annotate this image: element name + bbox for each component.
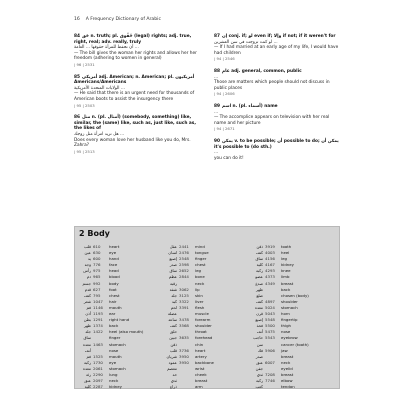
vocab-rank: 5906 xyxy=(265,347,275,353)
dictionary-entry xyxy=(214,139,340,161)
vocab-english: face xyxy=(109,262,118,268)
vocab-arabic: فك xyxy=(257,347,263,353)
vocab-arabic: قلب xyxy=(84,244,91,249)
vocab-rank: 4897 xyxy=(265,298,275,304)
vocab-english: flesh xyxy=(195,304,205,310)
vocab-english: neck xyxy=(109,378,119,384)
vocab-rank: 3568 xyxy=(179,323,189,329)
vocab-english: thigh xyxy=(281,323,292,329)
vocab-arabic: صدر xyxy=(255,353,263,359)
dictionary-entry xyxy=(74,115,200,154)
dictionary-entry xyxy=(214,69,340,97)
vocab-rank: 1525 xyxy=(93,353,103,359)
vocab-row xyxy=(79,384,165,390)
vocab-arabic: ثدي xyxy=(170,378,177,384)
vocab-rank: 2097 xyxy=(93,378,103,384)
vocab-arabic: ركبة xyxy=(84,359,91,365)
entry-number: 90 xyxy=(214,138,220,144)
vocab-english: cancer (tooth) xyxy=(281,341,309,347)
vocab-rank: 7746 xyxy=(265,378,275,384)
vocabulary-grid xyxy=(79,244,337,390)
vocab-rank: 3635 xyxy=(179,335,189,341)
vocab-arabic: حلق xyxy=(170,329,177,335)
box-title: 2 Body xyxy=(79,229,110,238)
entry-example: هل تريد امرأة مثل زوجك ... xyxy=(74,131,125,137)
vocab-rank: 2548 xyxy=(179,256,189,262)
entry-headword: عام adj. general, common, public xyxy=(221,68,302,74)
vocab-english: kidney xyxy=(109,384,122,390)
vocab-english: finger xyxy=(195,256,207,262)
entry-meta: | 96 | 2531 xyxy=(74,61,95,67)
vocab-arabic: سن xyxy=(256,341,263,347)
vocab-english: finger xyxy=(109,335,121,341)
vocab-arabic: عضو xyxy=(255,274,263,280)
vocab-english: chest xyxy=(195,262,206,268)
vocab-english: heart xyxy=(109,244,120,249)
vocab-english: stomach xyxy=(281,304,298,310)
vocab-english: heel (also mouth) xyxy=(109,329,144,335)
vocab-english: forearm xyxy=(195,317,211,323)
vocab-english: kidney xyxy=(281,262,294,268)
vocab-english: forehead xyxy=(195,335,213,341)
entry-headword: يمكن v. to be possible; أن possible to do; يمكن أن it's possible to (do sth.) xyxy=(214,138,339,150)
vocab-english: breast xyxy=(281,353,294,359)
vocab-english: breast xyxy=(281,280,294,286)
vocab-rank: 3736 xyxy=(179,347,189,353)
vocab-arabic: خد xyxy=(172,371,177,377)
vocab-english: bone xyxy=(195,274,205,280)
dictionary-entry xyxy=(74,34,200,68)
entries-right-column xyxy=(214,34,340,168)
vocab-english: eyelid xyxy=(281,365,293,371)
vocab-rank: 600 xyxy=(93,256,101,262)
vocab-arabic: قدم xyxy=(84,286,91,292)
entry-translation: — If I had married at an early age of my life, I would have had children xyxy=(214,45,339,56)
vocab-rank: 5543 xyxy=(265,335,275,341)
vocab-arabic: إصبع xyxy=(169,256,177,262)
vocab-rank: 5475 xyxy=(265,329,275,335)
vocab-english: heart xyxy=(195,347,206,353)
vocab-rank: 2652 xyxy=(179,268,189,274)
vocab-rank: 4373 xyxy=(265,274,275,280)
vocab-rank: 776 xyxy=(93,262,101,268)
vocab-english: elbow xyxy=(281,378,293,384)
vocab-english: blood xyxy=(109,274,120,280)
vocab-rank: 975 xyxy=(93,268,101,274)
entry-meta: | 94 | 2606 xyxy=(214,91,235,97)
entry-headword: حَق n. truth; pl. حُقُوق (legal) rights; adj. true, right, real; adv. really, truly xyxy=(74,34,192,45)
vocab-rank: 3391 xyxy=(179,304,189,310)
vocab-arabic: إصبع xyxy=(255,317,263,323)
vocab-english: head xyxy=(109,268,119,274)
vocab-rank: 1730 xyxy=(93,359,103,365)
vocab-english: tooth xyxy=(281,244,292,249)
vocab-arabic: ضلع xyxy=(256,292,263,298)
vocab-english: throat xyxy=(195,329,207,335)
vocab-english: lung xyxy=(109,371,118,377)
vocab-english: hand xyxy=(109,256,119,262)
vocab-arabic: ساق xyxy=(169,268,177,274)
vocab-rank: 4349 xyxy=(265,280,275,286)
vocab-rank: 3919 xyxy=(265,244,275,249)
vocab-arabic: جسم xyxy=(82,280,91,286)
entry-meta: | 95 | 2503 xyxy=(74,102,95,108)
vocab-rank: 965 xyxy=(93,274,101,280)
vocab-english: foot xyxy=(109,286,117,292)
vocab-arabic: قرن xyxy=(256,311,263,317)
vocab-rank: 2441 xyxy=(179,244,189,249)
vocab-rank: 1047 xyxy=(93,298,103,304)
vocab-rank: 3478 xyxy=(179,317,189,323)
vocab-rank: 630 xyxy=(93,250,101,256)
vocab-english: jaw xyxy=(281,347,288,353)
vocab-arabic: كبد xyxy=(171,298,177,304)
vocab-arabic: معدة xyxy=(82,365,91,371)
vocab-rank: 3125 xyxy=(179,292,189,298)
vocab-arabic: رقبة xyxy=(170,280,177,286)
vocab-rank: 1463 xyxy=(93,341,103,347)
vocab-rank: 4167 xyxy=(265,262,275,268)
vocab-column-1 xyxy=(79,244,165,390)
vocab-arabic: ظهر xyxy=(83,323,91,329)
vocab-arabic: لحم xyxy=(170,304,177,310)
vocab-column-2 xyxy=(165,244,251,390)
vocab-rank: 1374 xyxy=(93,323,103,329)
vocab-english: eye xyxy=(109,359,117,365)
vocab-rank: 2290 xyxy=(93,371,103,377)
vocab-arabic: قلب xyxy=(170,347,177,353)
vocab-arabic: جبين xyxy=(169,335,177,341)
vocab-english: back xyxy=(109,323,119,329)
vocab-english: artery xyxy=(195,353,207,359)
vocab-arabic: يد xyxy=(87,256,91,262)
vocab-arabic: معصم xyxy=(167,365,177,371)
vocab-english: leg xyxy=(281,256,287,262)
vocab-english: right hand xyxy=(109,317,130,323)
entry-meta: | 95 | 2513 xyxy=(74,148,95,154)
entry-headword: مثل n. (pl. أمثال) (somebody, something) like, similar, the (same) like, such as, just like, such as, the likes of xyxy=(74,115,196,132)
vocab-arabic: جفن xyxy=(255,365,263,371)
vocab-english: mouth xyxy=(109,304,122,310)
vocab-arabic: معدة xyxy=(254,304,263,310)
vocab-english: breast xyxy=(281,371,294,377)
vocab-arabic: عقل xyxy=(169,244,177,249)
entry-translation: — The bill gives the woman her rights and allows her her freedom (adhering to women in general) xyxy=(74,50,197,62)
vocab-arabic: عنق xyxy=(84,378,91,384)
vocab-arabic: ساعد xyxy=(168,317,177,323)
vocab-arabic: رئة xyxy=(85,371,91,377)
vocab-english: neck xyxy=(195,280,205,286)
vocab-arabic: شفة xyxy=(169,286,177,292)
entry-number: 85 xyxy=(74,74,80,80)
vocab-arabic: معدة xyxy=(82,341,91,347)
vocab-arabic: ركبة xyxy=(256,268,263,274)
vocab-arabic: كتف xyxy=(255,298,263,304)
entry-translation: Does every woman love her husband like you do, Mrs. Zahra? xyxy=(74,137,191,149)
vocab-arabic: ذقن xyxy=(256,244,263,249)
vocab-rank: 1193 xyxy=(93,311,103,317)
vocab-row xyxy=(251,384,337,390)
vocab-english: neck xyxy=(281,359,291,365)
vocab-arabic: صدغ xyxy=(255,280,263,286)
entry-example: ... xyxy=(214,109,219,115)
dictionary-entry xyxy=(214,34,340,62)
vocab-english: tendon xyxy=(281,384,295,390)
vocab-rank: 3950 xyxy=(179,359,189,365)
vocab-arabic: كلية xyxy=(256,262,263,268)
vocab-rank: 610 xyxy=(93,244,101,249)
vocab-english: lip xyxy=(195,286,200,292)
vocab-arabic: بطن xyxy=(83,317,91,323)
entry-example: الولايات المتحدة الأمريكية ... xyxy=(74,85,125,91)
vocab-arabic: ذراع xyxy=(169,384,177,390)
vocab-arabic: وجه xyxy=(84,262,91,268)
vocab-arabic: أنف xyxy=(256,329,263,335)
page-number: 16 xyxy=(74,17,80,22)
entry-translation: — He said that there is an urgent need for thousands of American boots to assist the insurgency there xyxy=(74,91,195,102)
vocab-rank: 5548 xyxy=(265,317,275,323)
vocab-rank: 5024 xyxy=(265,304,275,310)
entry-number: 88 xyxy=(214,68,220,74)
vocab-english: chin xyxy=(195,341,204,347)
entries-area xyxy=(74,34,340,218)
entry-translation: you can do it! xyxy=(214,155,244,161)
body-vocabulary-box xyxy=(74,226,340,389)
vocab-arabic: دم xyxy=(86,274,91,280)
entry-number: 87 xyxy=(214,34,220,39)
vocab-english: backbone xyxy=(195,359,214,365)
vocab-arabic: جلد xyxy=(171,292,177,298)
vocab-arabic: ظهر xyxy=(255,286,263,292)
vocab-rank: 1291 xyxy=(93,317,103,323)
vocab-arabic: فم xyxy=(86,304,91,310)
vocab-english: skin xyxy=(195,292,203,298)
vocab-rank: 1422 xyxy=(93,329,103,335)
entry-meta: | 94 | 2546 xyxy=(214,56,235,62)
vocab-arabic: عمود xyxy=(168,359,177,365)
vocab-rank: 2598 xyxy=(179,262,189,268)
vocab-english: chest xyxy=(109,292,120,298)
entry-number: 84 xyxy=(74,34,80,39)
vocab-arabic: ثدي xyxy=(256,371,263,377)
vocab-rank: 3322 xyxy=(179,298,189,304)
vocab-arabic: فم xyxy=(86,353,91,359)
entry-example: أن تحفظ للمرأة حقوقها ... العامة ... xyxy=(74,45,139,51)
dictionary-entry xyxy=(214,104,340,132)
vocab-english: ear xyxy=(109,311,116,317)
entry-headword: إن conj. if; لو even if; وإلا if not; if it weren't for xyxy=(221,34,336,39)
vocab-arabic: شريان xyxy=(166,353,177,359)
vocab-english: arm xyxy=(195,384,203,390)
entry-headword: أمريكي adj. American; n. American; pl. أمريكيون Americans/Americans xyxy=(74,74,195,86)
vocab-english: mouth xyxy=(109,353,122,359)
vocab-rank: 7208 xyxy=(265,371,275,377)
vocab-arabic: ذقن xyxy=(170,341,177,347)
vocab-arabic: لسان xyxy=(168,250,177,256)
vocab-english: hair xyxy=(109,298,117,304)
vocab-english: cheek xyxy=(195,371,207,377)
vocab-arabic: كعب xyxy=(255,384,263,390)
vocab-arabic: أذن xyxy=(85,311,91,317)
vocab-rank: 1146 xyxy=(93,304,103,310)
entry-example: لو كنت تزوجت في سن العشرين ... xyxy=(214,39,278,45)
vocab-english: eyebrow xyxy=(281,335,298,341)
vocab-arabic: ساق xyxy=(255,256,263,262)
vocab-rank: 2061 xyxy=(93,365,103,371)
vocab-rank: 2844 xyxy=(179,274,189,280)
vocab-english: nose xyxy=(281,329,291,335)
vocab-english: nose xyxy=(109,347,119,353)
entries-left-column xyxy=(74,34,200,161)
vocab-rank: 4293 xyxy=(265,268,275,274)
vocab-arabic: فخذ xyxy=(256,323,263,329)
book-title: A Frequency Dictionary of Arabic xyxy=(85,17,161,22)
vocab-rank: 2287 xyxy=(93,384,103,390)
vocab-english: liver xyxy=(195,298,204,304)
vocab-arabic: عين xyxy=(84,250,91,256)
entry-headword: اسم n. (pl. أسماء) name xyxy=(221,103,278,109)
vocab-english: tongue xyxy=(195,250,209,256)
vocab-english: knee xyxy=(281,268,291,274)
entry-meta: | 94 | 2671 xyxy=(214,126,235,132)
vocab-row xyxy=(165,384,251,390)
vocab-rank: 2476 xyxy=(179,250,189,256)
entry-number: 89 xyxy=(214,103,220,109)
entry-example: ... xyxy=(214,74,219,80)
vocab-rank: 795 xyxy=(93,292,101,298)
page-header xyxy=(74,17,161,22)
vocab-english: horn xyxy=(281,311,290,317)
vocab-english: mind xyxy=(195,244,205,249)
vocab-rank: 4156 xyxy=(265,256,275,262)
entry-translation: — The accomplice appears on television with her real name and her picture xyxy=(214,115,330,126)
vocab-english: shoulder xyxy=(281,298,298,304)
vocab-arabic: شعر xyxy=(83,298,91,304)
vocab-english: breast xyxy=(195,378,208,384)
vocab-rank: 5043 xyxy=(265,311,275,317)
entry-translation: Those are matters which people should not discuss in public places xyxy=(214,80,330,91)
vocab-english: body xyxy=(109,280,119,286)
vocab-arabic: عضلة xyxy=(167,311,177,317)
entry-number: 86 xyxy=(74,115,80,121)
entry-example: ... xyxy=(214,150,219,156)
vocab-english: fingertip xyxy=(281,317,298,323)
vocab-rank: 3062 xyxy=(179,286,189,292)
vocab-english: muscle xyxy=(195,311,209,317)
vocab-arabic: ساق xyxy=(83,335,91,341)
vocab-arabic: كتف xyxy=(169,323,177,329)
vocab-arabic: كتف xyxy=(83,292,91,298)
vocab-arabic: جلد xyxy=(85,329,91,335)
vocab-rank: 627 xyxy=(93,286,101,292)
vocab-english: back xyxy=(281,286,291,292)
vocab-arabic: كتف xyxy=(255,250,263,256)
vocab-english: heel xyxy=(281,250,290,256)
vocab-english: leg xyxy=(195,268,201,274)
vocab-english: stomach xyxy=(109,341,126,347)
vocab-rank: 6007 xyxy=(265,359,275,365)
vocab-arabic: عنق xyxy=(256,359,263,365)
vocab-arabic: ركبة xyxy=(256,378,263,384)
dictionary-entry xyxy=(74,75,200,109)
vocab-english: eye xyxy=(109,250,117,256)
vocab-arabic: حاجب xyxy=(253,335,263,341)
vocab-arabic: صدر xyxy=(169,262,177,268)
vocab-rank: 992 xyxy=(93,280,101,286)
vocab-english: stomach xyxy=(109,365,126,371)
vocab-english: shoulder xyxy=(195,323,212,329)
vocab-arabic: كلية xyxy=(84,384,91,390)
vocab-english: chosen (body) xyxy=(281,292,309,298)
vocab-rank: 4003 xyxy=(265,250,275,256)
vocab-rank: 3950 xyxy=(179,353,189,359)
vocab-rank: 5500 xyxy=(265,323,275,329)
vocab-arabic: رأس xyxy=(83,268,91,274)
vocab-english: wrist xyxy=(195,365,205,371)
vocab-arabic: عظم xyxy=(168,274,177,280)
vocab-english: limb xyxy=(281,274,290,280)
vocab-arabic: أنف xyxy=(84,347,91,353)
vocab-column-3 xyxy=(251,244,337,390)
